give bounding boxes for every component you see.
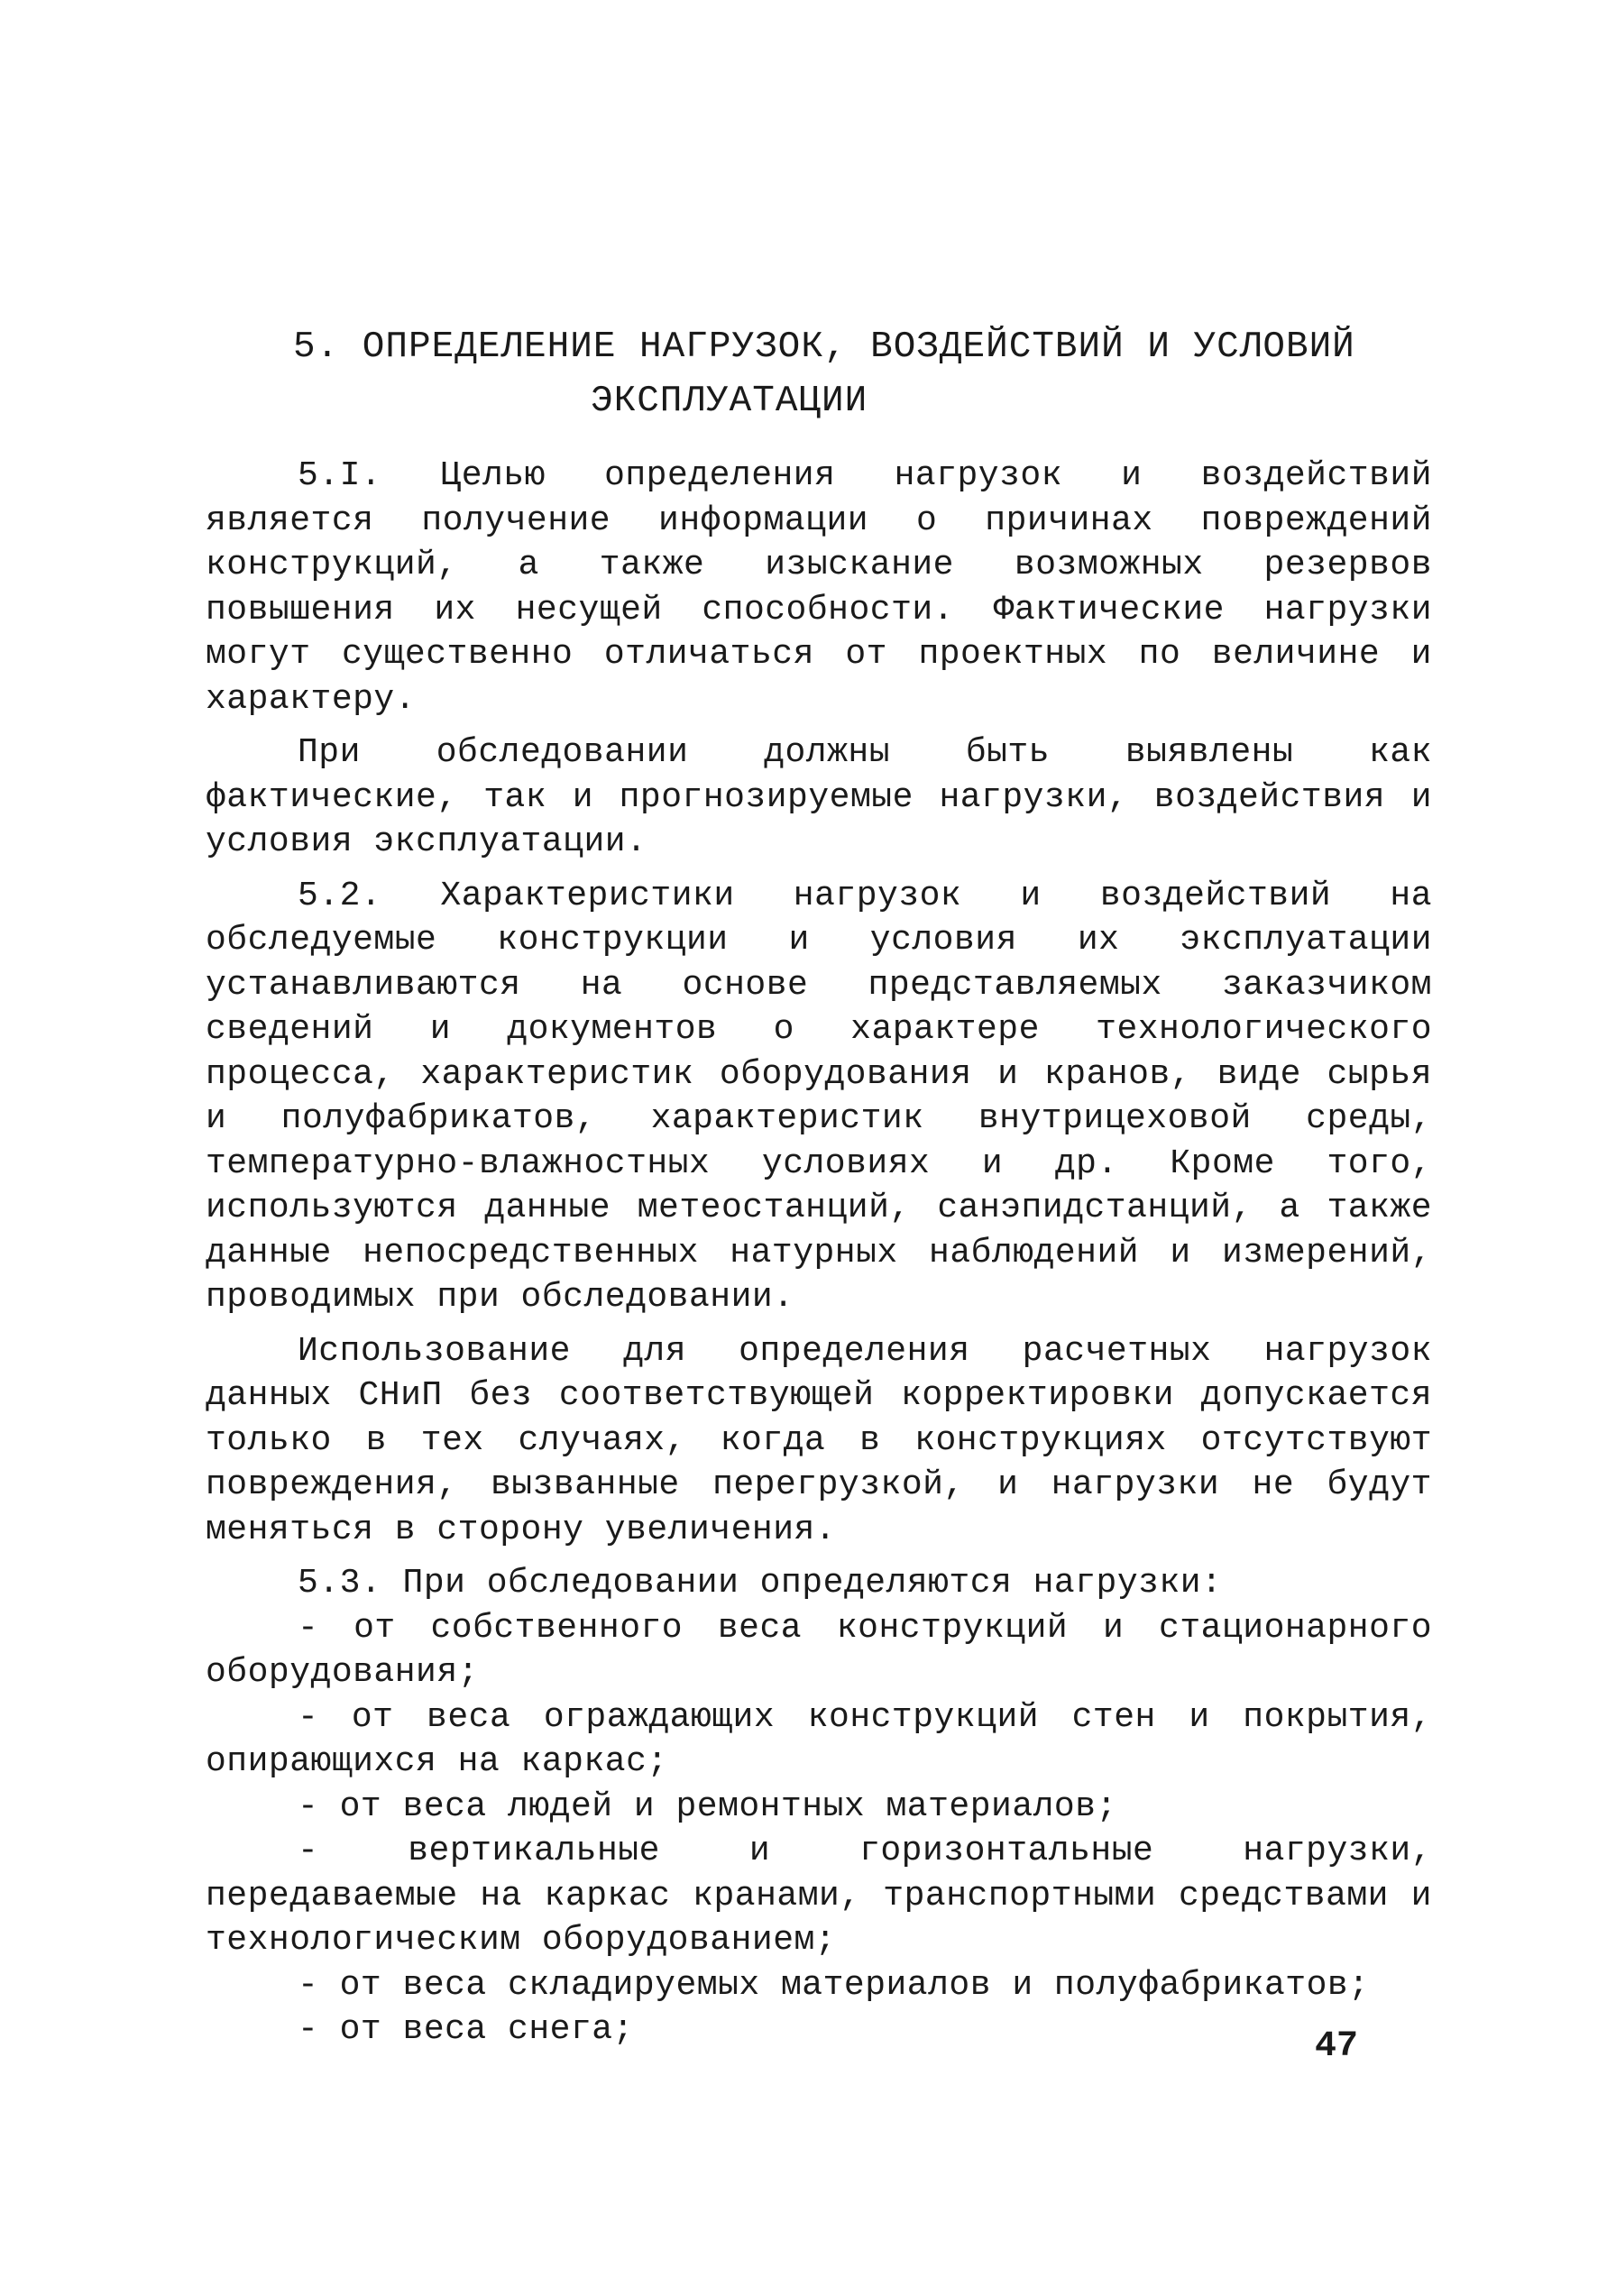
list-item: - от веса людей и ремонтных материалов;	[298, 1786, 1117, 1826]
heading-line-1: 5. ОПРЕДЕЛЕНИЕ НАГРУЗОК, ВОЗДЕЙСТВИЙ И УСЛОВИЙ	[293, 326, 1355, 368]
paragraph-5-3-intro: 5.3. При обследовании определяются нагрузки:	[298, 1564, 1223, 1603]
list-item: - от веса снега;	[298, 2010, 634, 2049]
paragraph-5-2-snip: Использование для определения расчетных нагрузок данных СНиП без соответствующей корректировки допускается только в тех случаях, когда в конструкциях отсутствуют повреждения, вызванные перегрузкой, и нагрузки не будут меняться в сторону увеличения.	[206, 1331, 1432, 1549]
body-text	[206, 454, 1432, 2053]
section-heading	[293, 320, 1355, 428]
list-item: - от веса ограждающих конструкций стен и покрытия, опирающихся на каркас;	[206, 1697, 1432, 1781]
paragraph-5-2: 5.2. Характеристики нагрузок и воздействий на обследуемые конструкции и условия их эксплуатации устанавливаются на основе представляемых заказчиком сведений и документов о характере технологического процесса, характеристик оборудования и кранов, виде сырья и полуфабрикатов, характеристик внутрицеховой среды, температурно-влажностных условиях и др. Кроме того, используются данные метеостанций, санэпидстанций, а также данные непосредственных натурных наблюдений и измерений, проводимых при обследовании.	[206, 876, 1432, 1317]
paragraph-5-1-detection: При обследовании должны быть выявлены как фактические, так и прогнозируемые нагрузки, воздействия и условия эксплуатации.	[206, 733, 1432, 861]
list-item: - вертикальные и горизонтальные нагрузки, передаваемые на каркас кранами, транспортными средствами и технологическим оборудованием;	[206, 1832, 1432, 1960]
page-number: 47	[1315, 2026, 1359, 2067]
list-item: - от веса складируемых материалов и полуфабрикатов;	[298, 1965, 1370, 2005]
list-item: - от собственного веса конструкций и стационарного оборудования;	[206, 1608, 1432, 1692]
heading-line-2: ЭКСПЛУАТАЦИИ	[591, 381, 868, 422]
paragraph-5-1: 5.I. Целью определения нагрузок и воздействий является получение информации о причинах повреждений конструкций, а также изыскание возможных резервов повышения их несущей способности. Фактические нагрузки могут существенно отличаться от проектных по величине и характеру.	[206, 456, 1432, 719]
